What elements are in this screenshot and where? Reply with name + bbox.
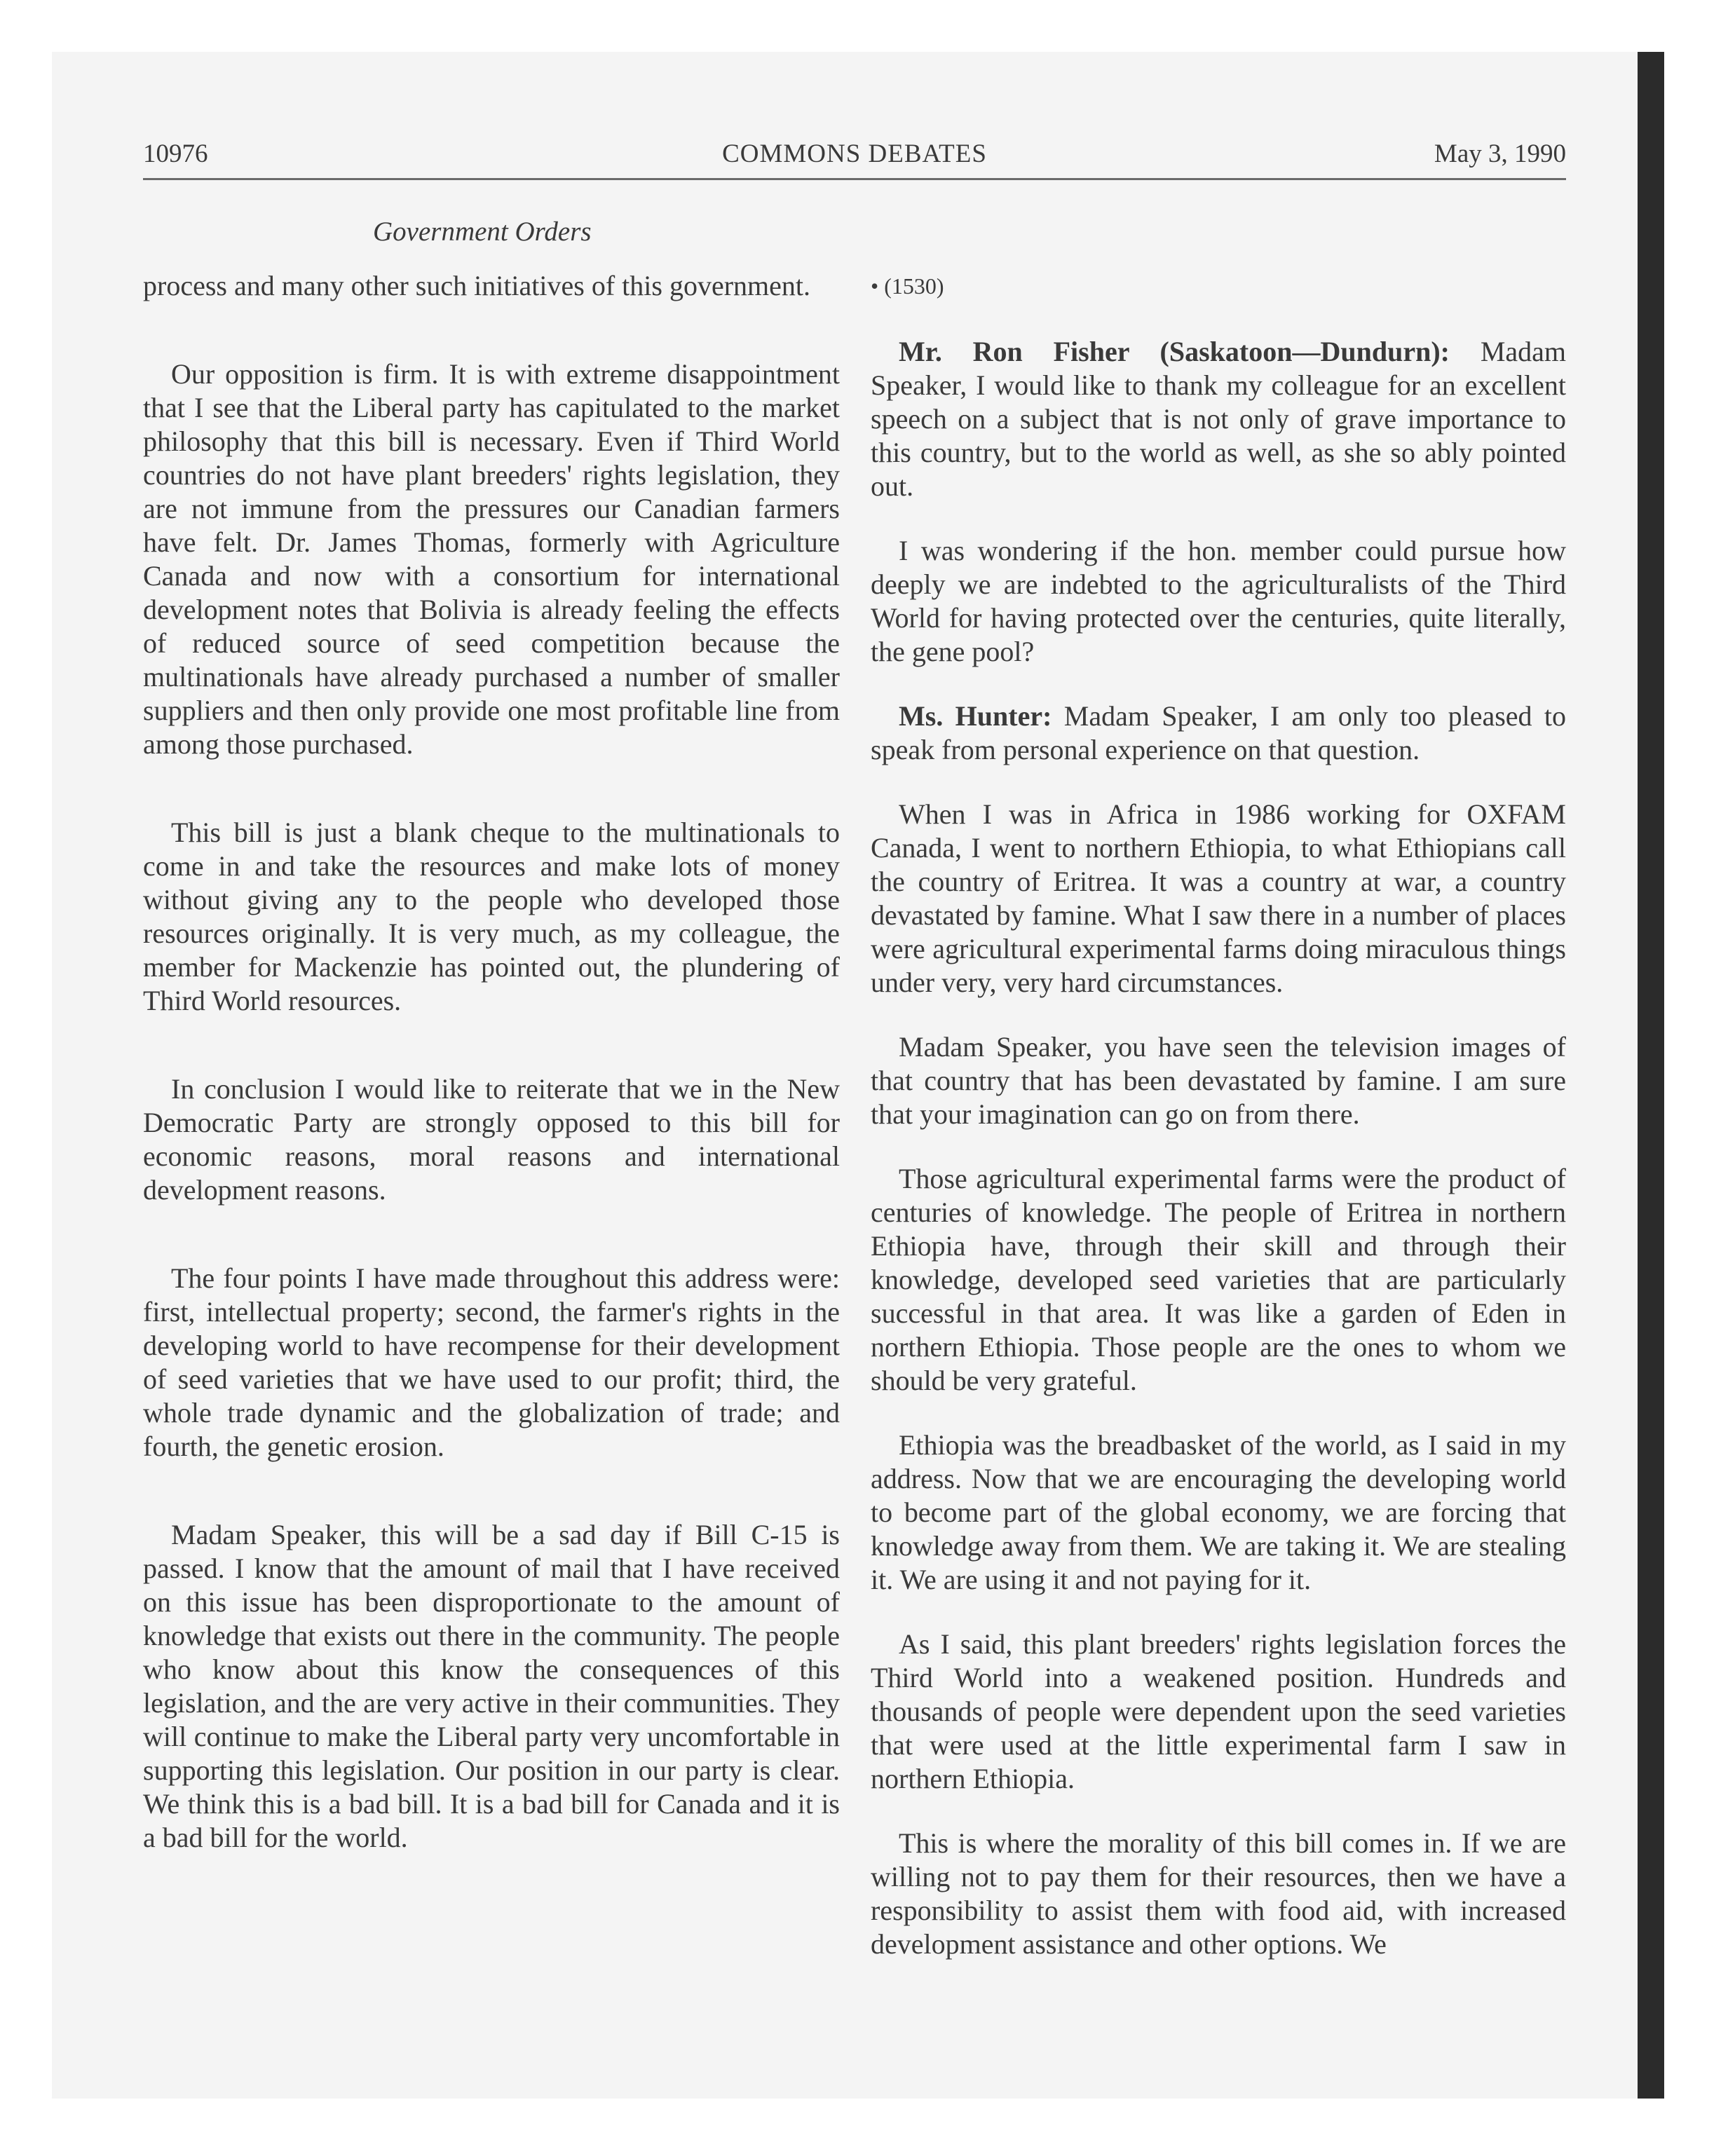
paragraph: process and many other such initiatives of this government. xyxy=(143,270,811,301)
paragraph: This is where the morality of this bill comes in. If we are willing not to pay them for their resources, then we have a responsibility to assist them with food aid, with increased development assistance and other options. We xyxy=(871,1827,1566,1960)
paragraph: Those agricultural experimental farms were the product of centuries of knowledge. The people of Eritrea in northern Ethiopia have, through their skill and through their knowledge, developed seed varieties that are particularly successful in that area. It was like a garden of Eden in northern Ethiopia. Those people are the ones to whom we should be very grateful. xyxy=(871,1163,1566,1396)
time-marker: • (1530) xyxy=(871,273,944,299)
paragraph: When I was in Africa in 1986 working for OXFAM Canada, I went to northern Ethiopia, to what Ethiopians call the country of Eritrea. It was a country at war, a country devastated by famine. What I saw there in a number of places were agricultural experimental farms doing miraculous things under very, very hard circumstances. xyxy=(871,798,1566,998)
paragraph: As I said, this plant breeders' rights legislation forces the Third World into a weakened position. Hundreds and thousands of people were dependent upon the seed varieties that were used at the little experimental farm I saw in northern Ethiopia. xyxy=(871,1628,1566,1794)
speaker-name: Mr. Ron Fisher (Saskatoon—Dundurn): xyxy=(899,336,1450,367)
speech-text: Madam Speaker, I am only too pleased to speak from personal experience on that question. xyxy=(871,700,1567,765)
paragraph: Ethiopia was the breadbasket of the world, as I said in my address. Now that we are encouraging the developing world to become part of the global economy, we are forcing that knowledge away from them. We are taking it. We are stealing it. We are using it and not paying for it. xyxy=(871,1429,1566,1595)
speaker-name: Ms. Hunter: xyxy=(899,700,1052,732)
speech-text: Madam Speaker, I would like to thank my colleague for an excellent speech on a subject that is not only of grave importance to this country, but to the world as well, as she so ably pointed out. xyxy=(871,336,1566,502)
scan-edge-shadow xyxy=(1638,52,1664,2099)
paragraph xyxy=(871,335,1566,503)
debate-date: May 3, 1990 xyxy=(1434,139,1566,168)
publication-title: COMMONS DEBATES xyxy=(722,139,987,168)
paragraph: This bill is just a blank cheque to the multinationals to come in and take the resources and make lots of money without giving any to the people who developed those resources originally. It is very much, as my colleague, the member for Mackenzie has pointed out, the plundering of Third World resources. xyxy=(143,817,840,1016)
paragraph: Madam Speaker, you have seen the television images of that country that has been devastated by famine. I am sure that your imagination can go on from there. xyxy=(871,1031,1566,1130)
right-column xyxy=(871,269,1566,1961)
header-rule xyxy=(143,178,1566,180)
paragraph: The four points I have made throughout this address were: first, intellectual property; second, the farmer's rights in the developing world to have recompense for their development of seed varieties that we have used to our profit; third, the whole trade dynamic and the globalization of trade; and fourth, the genetic erosion. xyxy=(143,1262,840,1462)
section-heading: Government Orders xyxy=(373,217,592,247)
left-column xyxy=(143,269,840,1855)
paragraph: Our opposition is firm. It is with extreme disappointment that I see that the Liberal party has capitulated to the market philosophy that this bill is necessary. Even if Third World countries do not have plant breeders' rights legislation, they are not immune from the pressures our Canadian farmers have felt. Dr. James Thomas, formerly with Agriculture Canada and now with a consortium for international development notes that Bolivia is already feeling the effects of reduced source of seed competition because the multinationals have already purchased a number of smaller suppliers and then only provide one most profitable line from among those purchased. xyxy=(143,358,840,760)
paragraph: I was wondering if the hon. member could pursue how deeply we are indebted to the agriculturalists of the Third World for having protected over the centuries, quite literally, the gene pool? xyxy=(871,535,1566,667)
paragraph: In conclusion I would like to reiterate that we in the New Democratic Party are strongly opposed to this bill for economic reasons, moral reasons and international development reasons. xyxy=(143,1073,840,1206)
running-header xyxy=(143,139,1566,181)
paragraph: Madam Speaker, this will be a sad day if Bill C-15 is passed. I know that the amount of mail that I have received on this issue has been disproportionate to the amount of knowledge that exists out there in the community. The people who know about this know the consequences of this legislation, and the are very active in their communities. They will continue to make the Liberal party very uncomfortable in supporting this legislation. Our position in our party is clear. We think this is a bad bill. It is a bad bill for Canada and it is a bad bill for the world. xyxy=(143,1519,840,1853)
paragraph xyxy=(871,700,1566,767)
page-number: 10976 xyxy=(143,139,208,168)
